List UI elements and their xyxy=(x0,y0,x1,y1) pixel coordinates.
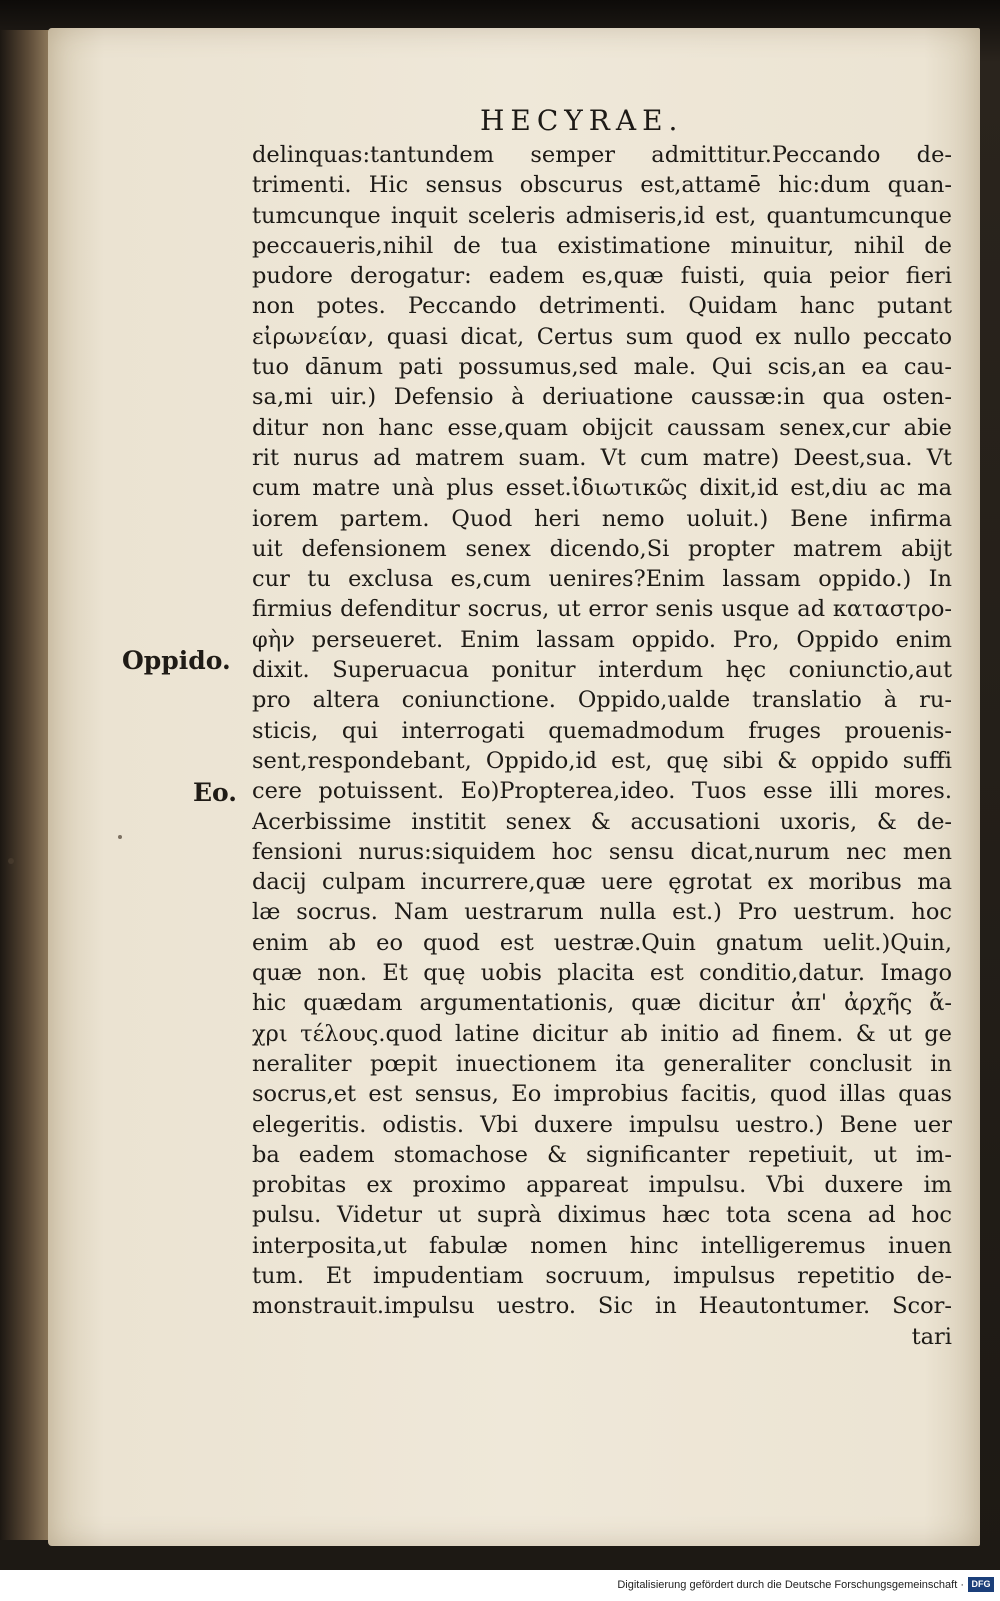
text-line: firmius defenditur socrus, ut error senis usque ad καταστρο- xyxy=(252,596,952,623)
text-line: cum matre unà plus esset.ἰδιωτικῶς dixit,id est,diu ac ma xyxy=(252,475,952,502)
text-line: cur tu exclusa es,cum uenires?Enim lassam oppido.) In xyxy=(252,566,952,593)
text-line: pro altera coniunctione. Oppido,ualde translatio à ru- xyxy=(252,687,952,714)
text-line: læ socrus. Nam uestrarum nulla est.) Pro uestrum. hoc xyxy=(252,899,952,926)
text-line: tuo dānum pati possumus,sed male. Qui scis,an ea cau- xyxy=(252,354,952,381)
text-line: pudore derogatur: eadem es,quæ fuisti, quia peior fieri xyxy=(252,263,952,290)
text-line: sticis, qui interrogati quemadmodum fruges prouenis- xyxy=(252,717,952,744)
text-line: trimenti. Hic sensus obscurus est,attamē hic:dum quan- xyxy=(252,172,952,199)
text-line: pulsu. Videtur ut suprà diximus hæc tota scena ad hoc xyxy=(252,1202,952,1229)
text-line: dacij culpam incurrere,quæ uere ęgrotat ex moribus ma xyxy=(252,869,952,896)
text-line: non potes. Peccando detrimenti. Quidam hanc putant xyxy=(252,293,952,320)
text-line: φὴν perseueret. Enim lassam oppido. Pro, Oppido enim xyxy=(252,626,952,653)
text-line: enim ab eo quod est uestræ.Quin gnatum uelit.)Quin, xyxy=(252,929,952,956)
margin-note-eo: Eo. xyxy=(193,778,237,807)
text-line: ditur non hanc esse,quam obijcit caussam senex,cur abie xyxy=(252,414,952,441)
text-line: socrus,et est sensus, Eo improbius facitis, quod illas quas xyxy=(252,1081,952,1108)
text-line: uit defensionem senex dicendo,Si propter matrem abijt xyxy=(252,535,952,562)
digitization-footer xyxy=(0,1570,1000,1601)
text-line: iorem partem. Quod heri nemo uoluit.) Bene infirma xyxy=(252,505,952,532)
text-line: probitas ex proximo appareat impulsu. Vbi duxere im xyxy=(252,1172,952,1199)
text-line: hic quædam argumentationis, quæ dicitur ἀπ' ἀρχῆς ἄ- xyxy=(252,990,952,1017)
text-line: monstrauit.impulsu uestro. Sic in Heautontumer. Scor- xyxy=(252,1293,952,1320)
margin-note-oppido: Oppido. xyxy=(122,646,231,675)
text-line: rit nurus ad matrem suam. Vt cum matre) Deest,sua. Vt xyxy=(252,444,952,471)
commentary-text xyxy=(252,140,952,1352)
text-line: Acerbissime institit senex & accusationi uxoris, & de- xyxy=(252,808,952,835)
text-line: fensioni nurus:siquidem hoc sensu dicat,nurum nec men xyxy=(252,838,952,865)
dfg-logo: DFG xyxy=(968,1577,994,1592)
text-line: elegeritis. odistis. Vbi duxere impulsu uestro.) Bene uer xyxy=(252,1111,952,1138)
ink-spot xyxy=(8,858,14,864)
text-line: neraliter pœpit inuectionem ita generaliter conclusit in xyxy=(252,1050,952,1077)
catchword: tari xyxy=(911,1323,952,1350)
text-line: χρι τέλους.quod latine dicitur ab initio ad finem. & ut ge xyxy=(252,1020,952,1047)
text-line: tumcunque inquit sceleris admiseris,id est, quantumcunque xyxy=(252,202,952,229)
ink-spot xyxy=(118,835,122,839)
text-line: cere potuissent. Eo)Propterea,ideo. Tuos esse illi mores. xyxy=(252,778,952,805)
text-line: peccaueris,nihil de tua existimatione minuitur, nihil de xyxy=(252,232,952,259)
text-line: ba eadem stomachose & significanter repetiuit, ut im- xyxy=(252,1141,952,1168)
text-line: sent,respondebant, Oppido,id est, quę sibi & oppido suffi xyxy=(252,747,952,774)
text-line: delinquas:tantundem semper admittitur.Peccando de- xyxy=(252,142,952,168)
text-line: εἰρωνείαν, quasi dicat, Certus sum quod ex nullo peccato xyxy=(252,323,952,350)
footer-credit: Digitalisierung gefördert durch die Deutsche Forschungsgemeinschaft · xyxy=(617,1579,964,1591)
running-head: HECYRAE. xyxy=(480,104,684,137)
text-line: quæ non. Et quę uobis placita est conditio,datur. Imago xyxy=(252,960,952,987)
text-line: tum. Et impudentiam socruum, impulsus repetitio de- xyxy=(252,1262,952,1289)
text-line: interposita,ut fabulæ nomen hinc intelligeremus inuen xyxy=(252,1232,952,1259)
text-line: sa,mi uir.) Defensio à deriuatione caussæ:in qua osten- xyxy=(252,384,952,411)
text-line: dixit. Superuacua ponitur interdum hęc coniunctio,aut xyxy=(252,657,952,684)
